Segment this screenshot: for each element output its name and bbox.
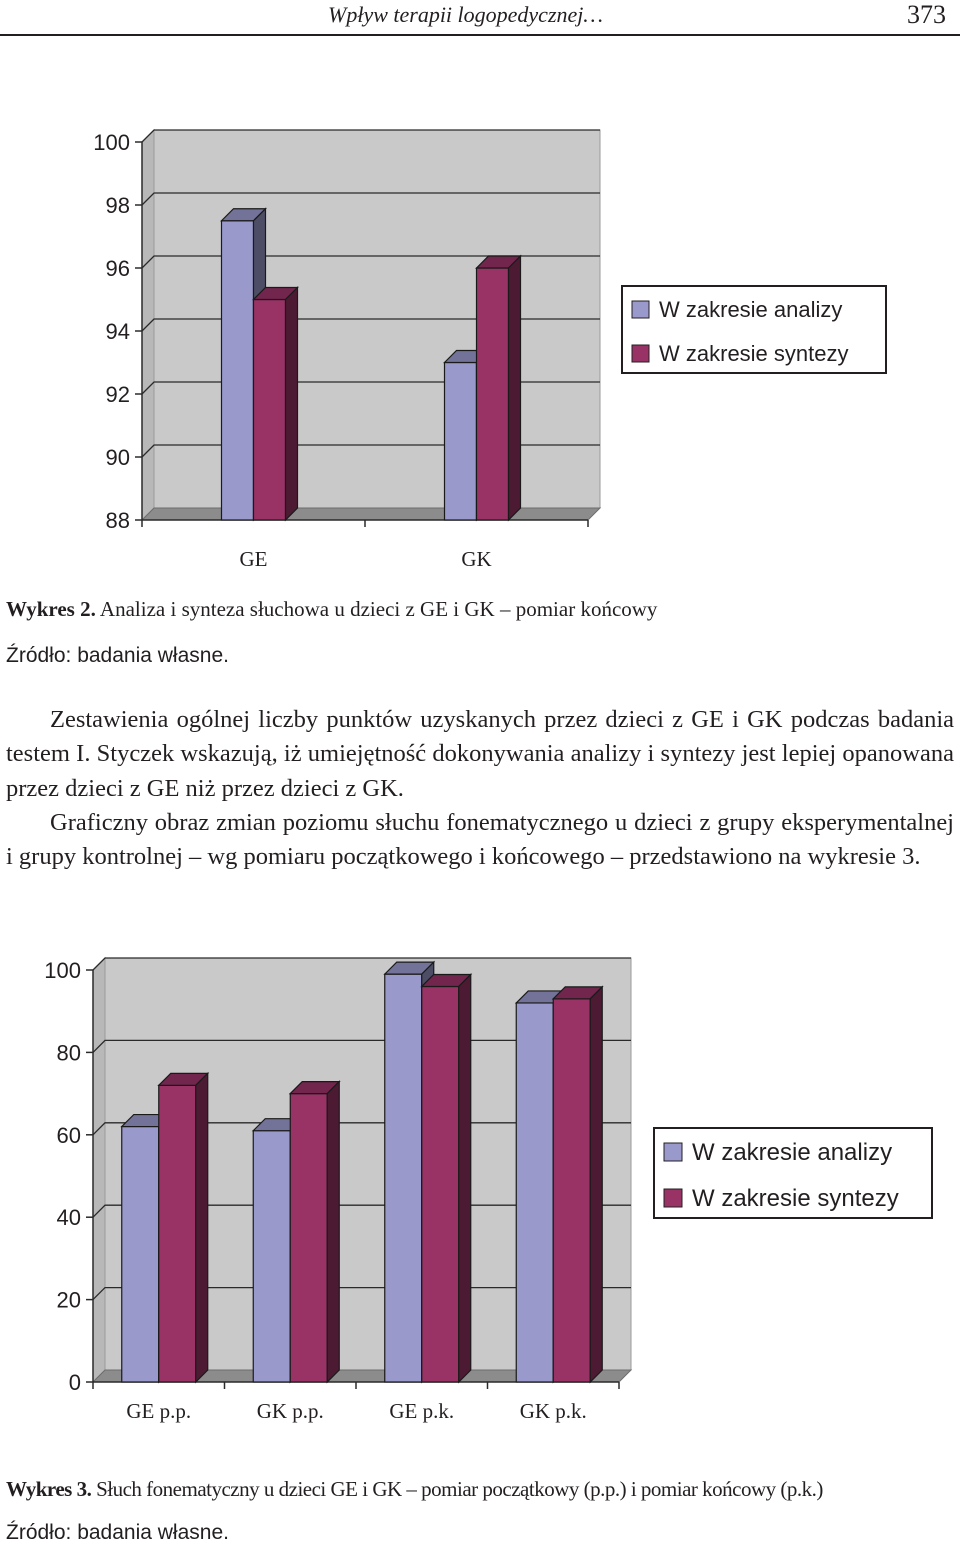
legend-label: W zakresie analizy [692, 1139, 893, 1166]
y-tick-label: 96 [105, 256, 130, 281]
y-tick-label: 92 [105, 382, 130, 407]
bar-syntezy [159, 1073, 208, 1382]
bar-side [327, 1082, 339, 1382]
y-tick-label: 20 [56, 1287, 81, 1313]
y-tick-label: 40 [56, 1205, 81, 1231]
bar-front [385, 974, 422, 1382]
y-tick-label: 98 [105, 193, 130, 218]
x-category-label: GE p.p. [126, 1399, 192, 1423]
figure-3-source: Źródło: badania własne. [6, 1521, 229, 1544]
bar-front [422, 986, 459, 1382]
paragraph-1: Zestawienia ogólnej liczby punktów uzyskanych przez dzieci z GE i GK podczas badania testem I. Styczek wskazują, iż umiejętność dokonywania analizy i syntezy jest lepiej opanowana przez dzieci z GE niż przez dzieci z GK. [6, 706, 954, 802]
legend [622, 286, 886, 373]
bar-front [445, 363, 477, 521]
legend [654, 1128, 932, 1218]
y-tick-label: 94 [105, 319, 130, 344]
bar-syntezy [477, 256, 521, 520]
figure-3-text: Słuch fonematyczny u dzieci GE i GK – pomiar początkowy (p.p.) i pomiar końcowy (p.k.) [91, 1477, 823, 1501]
legend-swatch-syntezy [632, 345, 649, 362]
x-category-label: GK [461, 547, 492, 570]
bar-front [159, 1085, 196, 1382]
legend-swatch-analizy [664, 1143, 682, 1161]
figure-2-text: Analiza i synteza słuchowa u dzieci z GE i GK – pomiar końcowy [95, 597, 658, 621]
y-tick-label: 60 [56, 1122, 81, 1148]
bar-front [290, 1094, 327, 1382]
bar-side [286, 288, 298, 521]
y-tick-label: 0 [68, 1370, 81, 1395]
legend-swatch-syntezy [664, 1189, 682, 1207]
x-category-label: GE [239, 547, 268, 570]
bar-front [253, 1131, 290, 1382]
figure-3-label: Wykres 3. [6, 1477, 92, 1501]
bar-side [459, 974, 471, 1382]
x-category-label: GK p.p. [256, 1399, 324, 1423]
bar-side [590, 987, 602, 1382]
bar-syntezy [553, 987, 602, 1382]
plot-floor [142, 508, 600, 520]
bar-front [553, 999, 590, 1382]
bar-syntezy [422, 974, 471, 1382]
y-tick-label: 80 [56, 1040, 81, 1066]
legend-label: W zakresie syntezy [659, 341, 849, 366]
bar-front [122, 1127, 159, 1382]
paragraph-2: Graficzny obraz zmian poziomu słuchu fonematycznego u dzieci z grupy eksperymentalnej i grupy kontrolnej – wg pomiaru początkowego i końcowego – przedstawiono na wykresie 3. [6, 808, 954, 871]
bar-syntezy [290, 1082, 339, 1382]
page-number: 373 [907, 0, 946, 29]
bar-front [516, 1003, 553, 1382]
figure-3-caption [6, 1477, 823, 1502]
bar-front [254, 300, 286, 521]
bar-side [509, 256, 521, 520]
figure-2-source: Źródło: badania własne. [6, 644, 229, 667]
page-header [0, 0, 960, 36]
legend-label: W zakresie syntezy [692, 1185, 899, 1212]
chart-wykres-2 [0, 110, 960, 570]
y-tick-label: 90 [105, 445, 130, 470]
chart-wykres-3 [0, 940, 960, 1440]
y-tick-label: 88 [105, 508, 130, 533]
bar-front [222, 221, 254, 520]
legend-label: W zakresie analizy [659, 297, 843, 322]
plot-side-wall [93, 958, 105, 1382]
bar-side [196, 1073, 208, 1382]
body-text [6, 703, 954, 874]
figure-2-caption [6, 597, 657, 622]
x-category-label: GE p.k. [389, 1399, 455, 1423]
y-tick-label: 100 [93, 130, 130, 155]
bar-front [477, 268, 509, 520]
running-title: Wpływ terapii logopedycznej… [328, 2, 603, 27]
x-category-label: GK p.k. [519, 1399, 587, 1423]
legend-swatch-analizy [632, 301, 649, 318]
figure-2-label: Wykres 2. [6, 597, 96, 621]
bar-syntezy [254, 288, 298, 521]
y-tick-label: 100 [44, 958, 81, 983]
